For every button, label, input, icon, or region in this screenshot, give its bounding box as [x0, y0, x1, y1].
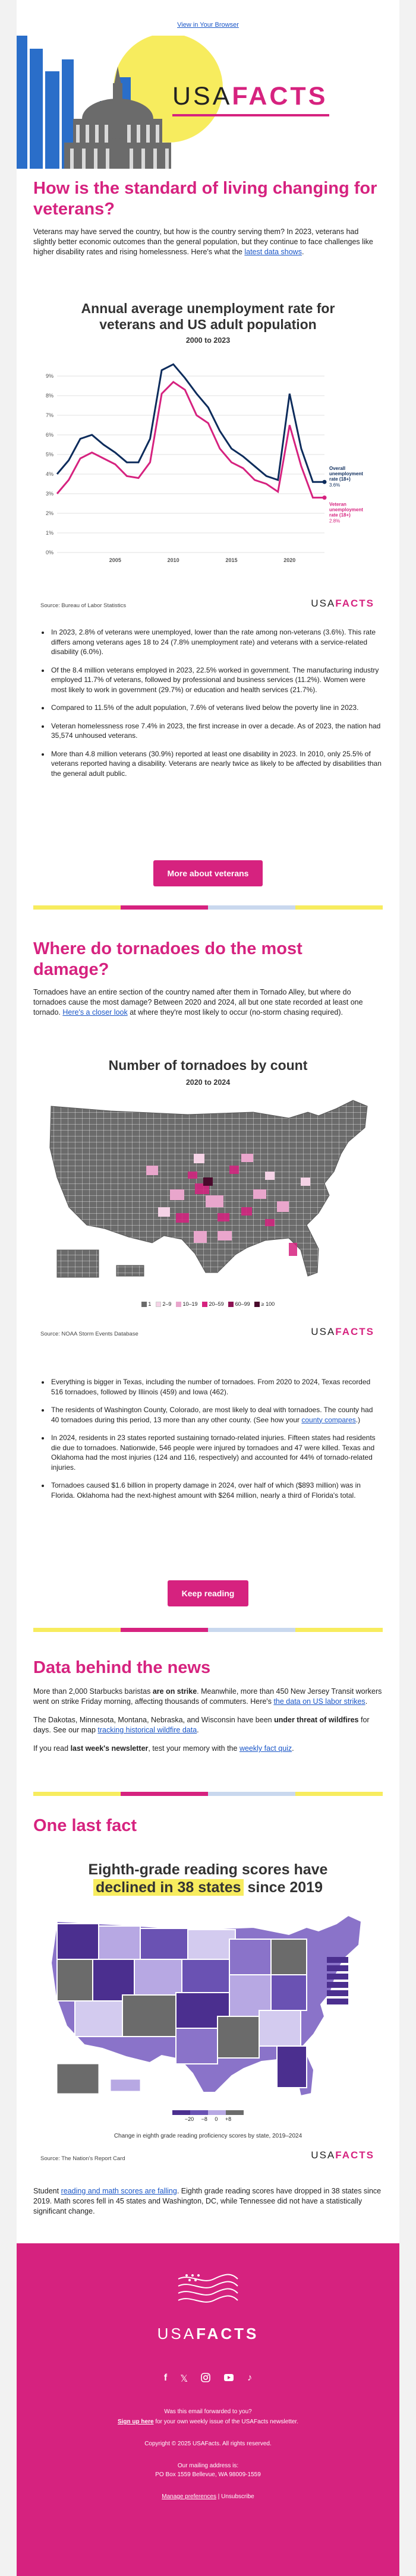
tornado-us-map [39, 1094, 377, 1290]
tornado-bullet: • Everything is bigger in Texas, including the number of tornadoes. From 2020 to 2024, Texas recorded 516 tornadoes, followed by Illinois (459) and Iowa (462). [50, 1377, 383, 1397]
fact-brand-logo [311, 2149, 374, 2161]
signup-line [17, 2419, 399, 2425]
news-bold: are on strike [152, 1687, 197, 1696]
legend-item: 10–19 [182, 1301, 198, 1307]
tornado-bullet: • In 2024, residents in 23 states reported sustaining tornado-related injuries. Fifteen states had residents die due to tornadoes. Nationwide, 546 people were injured by tornadoes and 47 were killed. Texas and Oklahoma had the most injuries (124 and 116, respectively) and accounted for 44% of tornado-related injuries. [50, 1433, 383, 1472]
wildfire-data-link[interactable]: tracking historical wildfire data [97, 1726, 197, 1734]
legend-item: 2–9 [162, 1301, 172, 1307]
y-tick-label: 1% [45, 530, 53, 536]
fact-heading: One last fact [33, 1816, 137, 1835]
map-legend [33, 1301, 383, 1307]
tornado-intro-tail: at where they're most likely to occur (no-storm chasing required). [130, 1008, 343, 1016]
veterans-data-link[interactable]: latest data shows [244, 248, 302, 256]
veterans-intro: Veterans may have served the country, but how is the country serving them? In 2023, veterans had slightly better economic outcomes than the general population, but they continue to face challenges like higher disability rates and rising homelessness. Here's what the latest data shows. [33, 228, 373, 256]
news-section [17, 1658, 399, 1754]
forwarded-text: Was this email forwarded to you? [164, 2408, 252, 2415]
footer-links [17, 2493, 399, 2500]
tornado-button-row [17, 1580, 399, 1606]
email-container [17, 0, 399, 2576]
more-about-veterans-button[interactable]: More about veterans [153, 860, 263, 886]
labor-strikes-link[interactable]: the data on US labor strikes [273, 1697, 365, 1706]
legend-item: 1 [148, 1301, 152, 1307]
veterans-bullet: • Compared to 11.5% of the adult population, 7.6% of veterans lived below the poverty line in 2023. [50, 703, 383, 713]
fact-text-body: . Eighth grade reading scores have dropped in 38 states since 2019. Math scores fell in 45 states and Washington, DC, while Tennessee did not have a statistically significant change. [33, 2187, 382, 2215]
map-title: Number of tornadoes by count [108, 1057, 308, 1073]
weekly-quiz-link[interactable]: weekly fact quiz [239, 1744, 292, 1753]
series-name: Veteran unemployment rate (18+) [329, 501, 363, 518]
brand-facts: FACTS [232, 82, 328, 111]
y-tick-label: 9% [45, 373, 53, 379]
veterans-section [17, 178, 399, 257]
series-end-value: 2.8% [329, 518, 341, 524]
social-links [17, 2373, 399, 2385]
series-line-overall [57, 364, 324, 482]
legend-item: ≥ 100 [261, 1301, 275, 1307]
x-tick-label: 2015 [225, 557, 238, 563]
fact-legend-tick: −20 [184, 2116, 194, 2122]
tornado-section [17, 939, 399, 1018]
fact-caption: Change in eighth grade reading proficiency scores by state, 2019–2024 [114, 2133, 302, 2139]
veterans-intro-text: Veterans may have served the country, but how is the country serving them? In 2023, veterans had slightly better economic outcomes than the general population, but they continue to face challenges like higher disability rates and rising homelessness. Here's what the [33, 228, 373, 256]
fact-legend-tick: −8 [201, 2116, 207, 2122]
chart-brand-usa: USA [311, 598, 336, 609]
section-divider [33, 1628, 383, 1632]
y-tick-label: 8% [45, 393, 53, 399]
tornado-bullet-text: The residents of Washington County, Colorado, are most likely to deal with tornadoes. The county had 40 tornadoes during this period, 13 more than any other county. (See how your [51, 1406, 373, 1424]
map-source: Source: NOAA Storm Events Database [40, 1331, 138, 1337]
browser-link-row [17, 19, 399, 30]
fact-text [33, 2186, 383, 2217]
header-banner [17, 36, 399, 169]
manage-preferences-link[interactable]: Manage preferences [162, 2493, 216, 2500]
y-tick-label: 7% [45, 412, 53, 418]
map-brand-logo [311, 1326, 374, 1338]
fact-title-highlight: declined in 38 states [93, 1879, 244, 1896]
fact-text-lead: Student [33, 2187, 59, 2195]
news-text: More than 2,000 Starbucks baristas [33, 1687, 151, 1696]
fact-section [17, 1816, 399, 1836]
tiktok-icon[interactable]: ♪ [247, 2373, 253, 2383]
news-paragraph: If you read last week's newsletter, test your memory with the weekly fact quiz. [33, 1744, 294, 1753]
brand-usa: USA [172, 82, 232, 111]
chart-brand-facts: FACTS [335, 598, 374, 609]
county-compares-link[interactable]: county compares [301, 1415, 356, 1424]
tornado-bullet [50, 1405, 383, 1425]
fact-source: Source: The Nation's Report Card [40, 2155, 125, 2162]
veterans-bullet: • More than 4.8 million veterans (30.9%) reported at least one disability in 2023. In 2010, only 25.5% of veterans reported having a disability. Veterans are nearly twice as likely to be affected by disabilities than the general adult public. [50, 749, 383, 779]
map-brand-usa: USA [311, 1326, 336, 1337]
veterans-bullet: • In 2023, 2.8% of veterans were unemployed, lower than the rate among non-veterans (3.6%). This rate differs among veterans ages 18 to 24 (7.8% unemployment rate) and veterans with a service-related disability (6.0%). [50, 627, 383, 657]
x-tick-label: 2005 [109, 557, 121, 563]
section-divider [33, 905, 383, 910]
fact-brand-usa: USA [311, 2149, 336, 2161]
news-paragraph: The Dakotas, Minnesota, Montana, Nebraska, and Wisconsin have been under threat of wildfires for days. See our map tracking historical wildfire data. [33, 1716, 370, 1734]
fact-text-section [17, 2186, 399, 2217]
news-text: , test your memory with the [148, 1744, 238, 1753]
veterans-bullet: • Veteran homelessness rose 7.4% in 2023, the first increase in over a decade. As of 2023, the nation had 35,574 unhoused veterans. [50, 721, 383, 741]
x-tick-label: 2010 [167, 557, 179, 563]
y-tick-label: 2% [45, 510, 53, 516]
footer-brand-facts: FACTS [196, 2325, 259, 2343]
keep-reading-button[interactable]: Keep reading [168, 1580, 249, 1606]
unemployment-line-chart [33, 351, 383, 570]
news-text: for days. See our map [33, 1716, 370, 1734]
view-in-browser-link[interactable]: View in Your Browser [177, 21, 239, 29]
section-divider [33, 1792, 383, 1796]
footer [17, 2243, 399, 2576]
instagram-icon[interactable] [201, 2373, 210, 2382]
footer-brand-usa: USA [157, 2325, 197, 2343]
scores-falling-link[interactable]: reading and math scores are falling [61, 2187, 177, 2195]
tornado-bullet-tail: .) [355, 1415, 361, 1424]
veterans-heading: How is the standard of living changing for veterans? [33, 179, 377, 219]
veterans-chart-card [33, 301, 383, 618]
tornado-heading: Where do tornadoes do the most damage? [33, 939, 302, 979]
copyright: Copyright © 2025 USAFacts. All rights reserved. [144, 2441, 272, 2447]
series-endpoint [323, 480, 327, 484]
youtube-icon[interactable] [223, 2373, 234, 2382]
chart-brand-logo [311, 598, 374, 610]
signup-link[interactable]: Sign up here [117, 2419, 154, 2425]
footer-brand [17, 2325, 399, 2343]
news-bold: under threat of wildfires [274, 1716, 359, 1724]
veterans-button-row [17, 860, 399, 886]
fact-legend [33, 2110, 383, 2122]
reading-scores-map [39, 1903, 377, 2105]
series-name: Overall unemployment rate (18+) [329, 466, 363, 482]
fact-title-line: Eighth-grade reading scores have [88, 1861, 328, 1878]
fact-brand-facts: FACTS [335, 2149, 374, 2161]
unsubscribe-link[interactable]: | Unsubscribe [218, 2493, 254, 2500]
legend-item: 60–99 [235, 1301, 250, 1307]
y-tick-label: 3% [45, 491, 53, 497]
chart-title: Annual average unemployment rate for veterans and US adult population [81, 301, 335, 332]
fact-title-tail: since 2019 [247, 1879, 323, 1896]
y-tick-label: 5% [45, 452, 53, 457]
y-tick-label: 0% [45, 550, 53, 555]
map-subtitle: 2020 to 2024 [185, 1078, 231, 1087]
news-paragraph: More than 2,000 Starbucks baristas are on strike. Meanwhile, more than 450 New Jersey Transit workers went on strike Friday morning, affecting thousands of commuters. Here's the data on US labor strikes. [33, 1687, 382, 1706]
fact-legend-tick: +8 [225, 2116, 232, 2122]
brand-logo [172, 82, 327, 111]
news-text: If you read [33, 1744, 69, 1753]
fact-legend-tick: 0 [215, 2116, 218, 2122]
x-twitter-icon[interactable]: 𝕏 [180, 2374, 188, 2384]
address-label: Our mailing address is: [177, 2463, 239, 2469]
chart-subtitle: 2000 to 2023 [185, 336, 231, 345]
series-end-value: 3.6% [329, 482, 341, 488]
facebook-icon[interactable]: f [163, 2373, 168, 2383]
brand-underline [172, 114, 329, 116]
tornado-bullets [17, 1377, 399, 1508]
news-text: . Meanwhile, more than 450 New Jersey Transit workers went on strike Friday morning, affecting thousands of commuters. Here's [33, 1687, 382, 1706]
tornado-closer-look-link[interactable]: Here's a closer look [62, 1008, 128, 1016]
news-text: The Dakotas, Minnesota, Montana, Nebraska, and Wisconsin have been [33, 1716, 272, 1724]
news-heading: Data behind the news [33, 1658, 211, 1677]
y-tick-label: 6% [45, 432, 53, 438]
tornado-bullet: • Tornadoes caused $1.6 billion in property damage in 2024, over half of which ($893 million) was in Florida. Oklahoma had the next-highest amount with $264 million, nearly a third of Florida's total. [50, 1480, 383, 1500]
legend-item: 20–59 [209, 1301, 224, 1307]
reading-scores-card [33, 1861, 383, 2176]
series-endpoint [323, 495, 327, 500]
veterans-bullet: • Of the 8.4 million veterans employed in 2023, 22.5% worked in government. The manufacturing industry employed 11.7% of veterans, followed by professional and business services (11.2%). Women were most likely to work in government (29.7%) or education and health services (21.7%). [50, 665, 383, 695]
news-bold: last week's newsletter [70, 1744, 149, 1753]
y-tick-label: 4% [45, 471, 53, 477]
tornado-intro [33, 987, 383, 1018]
veterans-chart-source: Source: Bureau of Labor Statistics [40, 602, 127, 609]
tornado-map-card [33, 1057, 383, 1360]
veterans-bullets [17, 627, 399, 787]
signup-tail: for your own weekly issue of the USAFacts newsletter. [155, 2419, 298, 2425]
mailing-address: PO Box 1559 Bellevue, WA 98009-1559 [155, 2471, 261, 2478]
tornado-intro-text: Tornadoes have an entire section of the country named after them in Tornado Alley, but where do tornadoes cause the most damage? Between 2020 and 2024, all but one state recorded at least one tornado. [33, 988, 363, 1016]
map-brand-facts: FACTS [335, 1326, 374, 1337]
fact-title [33, 1861, 383, 1896]
us-flag-logo-icon [172, 2267, 244, 2315]
x-tick-label: 2020 [283, 557, 296, 563]
